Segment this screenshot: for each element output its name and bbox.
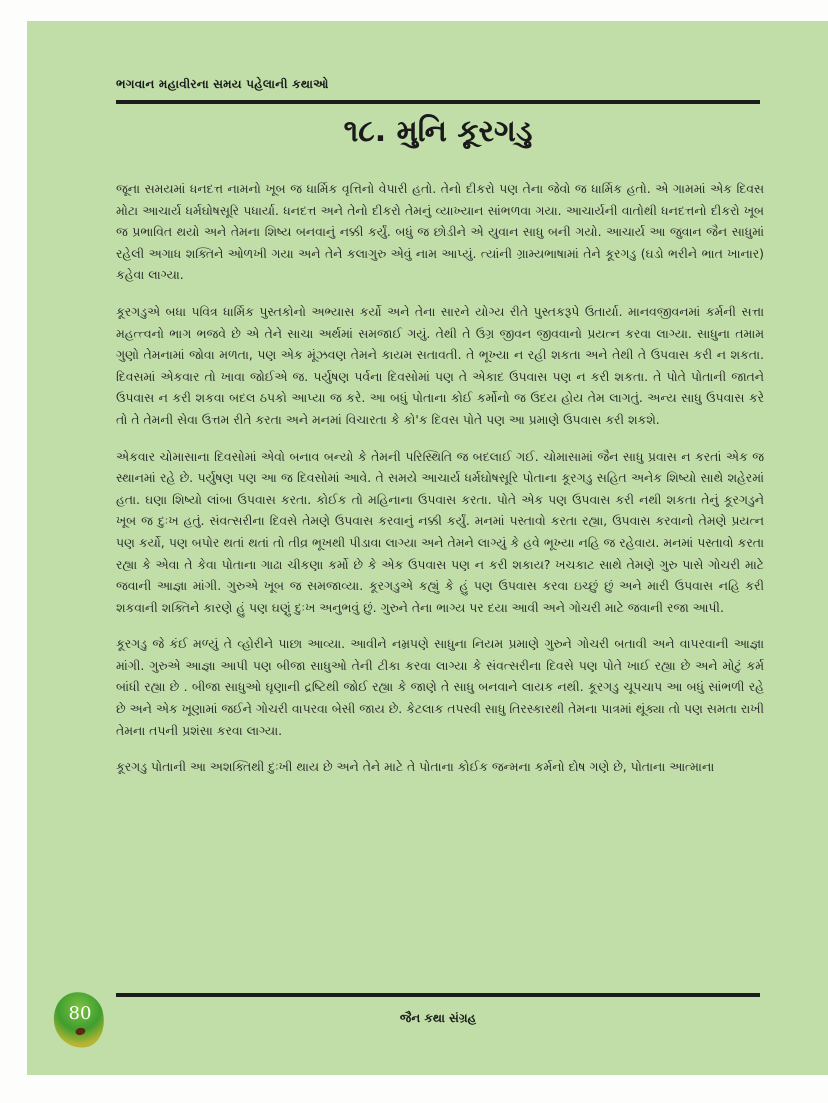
- paragraph: જૂના સમયમાં ધનદત્ત નામનો ખૂબ જ ધાર્મિક વૃત્તિનો વેપારી હતો. તેનો દીકરો પણ તેના જેવો જ ધાર્મિક હતો. એ ગામમાં એક દિવસ મોટા આચાર્ય ધર્મઘોષસૂરિ પધાર્યા. ધનદત્ત અને તેનો દીકરો તેમનું વ્યાખ્યાન સાંભળવા ગયા. આચાર્યની વાતોથી ધનદત્તનો દીકરો ખૂબ જ પ્રભાવિત થયો અને તેમના શિષ્ય બનવાનું નક્કી કર્યું. બધું જ છોડીને એ યુવાન સાધુ બની ગયો. આચાર્ય આ જુવાન જૈન સાધુમાં રહેલી અગાધ શક્તિને ઓળખી ગયા અને તેને કલાગુરુ એવું નામ આપ્યું. ત્યાંની ગ્રામ્યભાષામાં તેને કૂરગડુ (ઘડો ભરીને ભાત ખાનાર) કહેવા લાગ્યા.: [116, 181, 764, 283]
- chapter-title: ૧૮. મુનિ કૂરગડુ: [343, 114, 533, 149]
- paragraph: કૂરગડુ પોતાની આ અશક્તિથી દુઃખી થાય છે અને તેને માટે તે પોતાના કોઈક જન્મના કર્મનો દોષ ગણે છે, પોતાના આત્માના: [116, 759, 715, 775]
- footer-book-title: જૈન કથા સંગ્રહ: [399, 1011, 477, 1025]
- page-number: 80: [68, 1003, 92, 1024]
- running-header: ભગવાન મહાવીરના સમય પહેલાની કથાઓ: [116, 77, 329, 91]
- header-rule: [116, 100, 760, 104]
- story-body: [116, 178, 764, 793]
- paragraph: કૂરગડુ જે કંઈ મળ્યું તે વ્હોરીને પાછા આવ્યા. આવીને નમ્રપણે સાધુના નિયમ પ્રમાણે ગુરુને ગોચરી બતાવી અને વાપરવાની આજ્ઞા માંગી. ગુરુએ આજ્ઞા આપી પણ બીજા સાધુઓ તેની ટીકા કરવા લાગ્યા કે સંવત્સરીના દિવસે પણ પોતે ખાઈ રહ્યા છે અને મોટું કર્મ બાંધી રહ્યા છે . બીજા સાધુઓ ઘૃણાની દ્રષ્ટિથી જોઈ રહ્યા કે જાણે તે સાધુ બનવાને લાયક નથી. કૂરગડુ ચૂપચાપ આ બધું સાંભળી રહે છે અને એક ખૂણામાં જઈને ગોચરી વાપરવા બેસી જાય છે. કેટલાક તપસ્વી સાધુ તિરસ્કારથી તેમના પાત્રમાં થૂંક્યા તો પણ સમતા રાખી તેમના તપની પ્રશંસા કરવા લાગ્યા.: [116, 636, 764, 738]
- leaf-hole-decoration: [75, 1027, 86, 1036]
- paragraph: કૂરગડુએ બધા પવિત્ર ધાર્મિક પુસ્તકોનો અભ્યાસ કર્યો અને તેના સારને યોગ્ય રીતે પુસ્તકરૂપે ઉતાર્યા. માનવજીવનમાં કર્મની સત્તા મહત્ત્વનો ભાગ ભજવે છે એ તેને સાચા અર્થમાં સમજાઈ ગયું. તેથી તે ઉગ્ર જીવન જીવવાનો પ્રયત્ન કરવા લાગ્યા. સાધુના તમામ ગુણો તેમનામાં જોવા મળતા, પણ એક મૂંઝવણ તેમને કાયમ સતાવતી. તે ભૂખ્યા ન રહી શકતા અને તેથી તે ઉપવાસ કરી ન શકતા. દિવસમાં એકવાર તો ખાવા જોઈએ જ. પર્યુષણ પર્વના દિવસોમાં પણ તે એકાદ ઉપવાસ પણ ન કરી શકતા. તે પોતે પોતાની જાતને ઉપવાસ ન કરી શકવા બદલ ઠપકો આપ્યા જ કરે. આ બધું પોતાના કોઈ કર્મોનો જ ઉદય હોય તેમ લાગતું. અન્ય સાધુ ઉપવાસ કરે તો તે તેમની સેવા ઉત્તમ રીતે કરતા અને મનમાં વિચારતા કે કો'ક દિવસ પોતે પણ આ પ્રમાણે ઉપવાસ કરી શકશે.: [116, 303, 764, 427]
- footer-rule: [116, 993, 760, 997]
- paragraph: એકવાર ચોમાસાના દિવસોમાં એવો બનાવ બન્યો કે તેમની પરિસ્થિતિ જ બદલાઈ ગઈ. ચોમાસામાં જૈન સાધુ પ્રવાસ ન કરતાં એક જ સ્થાનમાં રહે છે. પર્યુષણ પણ આ જ દિવસોમાં આવે. તે સમયે આચાર્ય ધર્મઘોષસૂરિ પોતાના કૂરગડુ સહિત અનેક શિષ્યો સાથે શહેરમાં હતા. ઘણા શિષ્યો લાંબા ઉપવાસ કરતા. કોઈક તો મહિનાના ઉપવાસ કરતા. પોતે એક પણ ઉપવાસ કરી નથી શકતા તેનું કૂરગડુને ખૂબ જ દુઃખ હતું. સંવત્સરીના દિવસે તેમણે ઉપવાસ કરવાનું નક્કી કર્યું. મનમાં પસ્તાવો કરતા રહ્યા, ઉપવાસ કરવાનો તેમણે પ્રયત્ન પણ કર્યો, પણ બપોર થતાં થતાં તો તીવ્ર ભૂખથી પીડાવા લાગ્યા અને તેમને લાગ્યું કે હવે ભૂખ્યા નહિ જ રહેવાય. મનમાં પસ્તાવો કરતા રહ્યા કે એવા તે કેવા પોતાના ગાઢા ચીકણા કર્મો છે કે એક ઉપવાસ પણ ન કરી શકાય? ખચકાટ સાથે તેમણે ગુરુ પાસે ગોચરી માટે જવાની આજ્ઞા માંગી. ગુરુએ ખૂબ જ સમજાવ્યા. કૂરગડુએ કહ્યું કે હું પણ ઉપવાસ કરવા ઇચ્છું છું અને મારી ઉપવાસ નહિ કરી શકવાની શક્તિને કારણે હું પણ ઘણું દુઃખ અનુભવું છું. ગુરુને તેના ભાગ્ય પર દયા આવી અને ગોચરી માટે જવાની રજા આપી.: [116, 448, 764, 615]
